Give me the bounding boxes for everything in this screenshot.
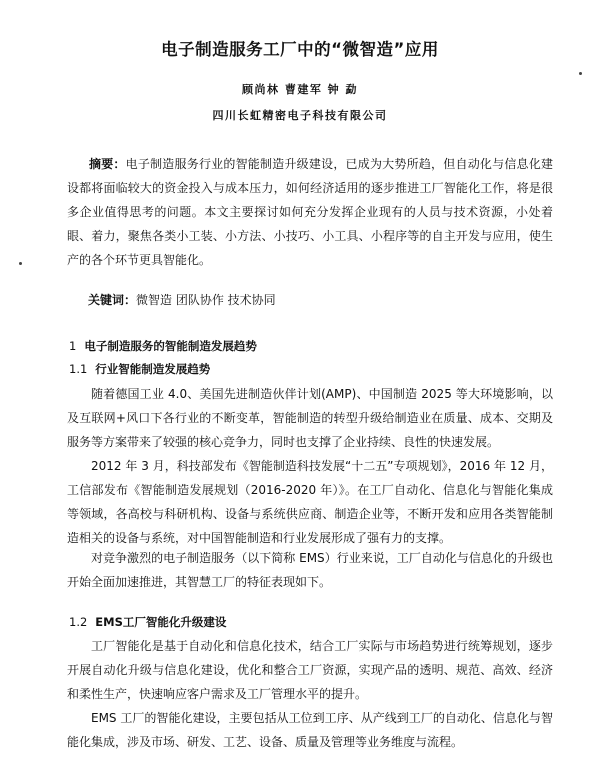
abstract	[67, 152, 553, 272]
paragraph-3: 对竞争激烈的电子制造服务（以下简称 EMS）行业来说，工厂自动化与信息化的升级也开始全面加速推进，其智慧工厂的特征表现如下。	[67, 551, 553, 589]
paragraph-5: EMS 工厂的智能化建设，主要包括从工位到工序、从产线到工厂的自动化、信息化与智能化集成，涉及市场、研发、工艺、设备、质量及管理等业务维度与流程。	[67, 711, 553, 749]
paragraph-4: 工厂智能化是基于自动化和信息化技术，结合工厂实际与市场趋势进行统筹规划，逐步开展自动化升级与信息化建设，优化和整合工厂资源，实现产品的透明、规范、高效、经济和柔性生产，快速响应客户需求及工厂管理水平的提升。	[67, 639, 553, 701]
keywords-label: 关键词：	[88, 293, 137, 307]
section-1-2-heading	[69, 614, 226, 630]
section-title: 电子制造服务的智能制造发展趋势	[84, 339, 257, 353]
keywords	[88, 291, 548, 309]
abstract-label: 摘要：	[89, 157, 126, 171]
section-title: 行业智能制造发展趋势	[95, 362, 211, 376]
abstract-text: 电子制造服务行业的智能制造升级建设，已成为大势所趋，但自动化与信息化建设都将面临较大的资金投入与成本压力，如何经济适用的逐步推进工厂智能化工作，将是很多企业值得思考的问题。本文主要探讨如何充分发挥企业现有的人员与技术资源，小处着眼、着力，聚焦各类小工装、小方法、小技巧、小工具、小程序等的自主开发与应用，使生产的各个环节更具智能化。	[67, 157, 553, 267]
scan-speck	[579, 72, 582, 75]
paper-title: 电子制造服务工厂中的“微智造”应用	[161, 40, 439, 59]
scan-speck	[19, 262, 22, 265]
section-number: 1.2	[69, 615, 88, 629]
section-number: 1.1	[69, 362, 88, 376]
keywords-text: 微智造 团队协作 技术协同	[136, 293, 276, 307]
paragraph-1: 随着德国工业 4.0、美国先进制造伙伴计划(AMP)、中国制造 2025 等大环境影响，以及互联网+风口下各行业的不断变革，智能制造的转型升级给制造业在质量、成本、交期及服务等方案带来了较强的核心竞争力，同时也支撑了企业持续、良性的快速发展。	[67, 387, 553, 449]
section-1-1-heading	[69, 361, 210, 377]
paragraph-2: 2012 年 3 月，科技部发布《智能制造科技发展“十二五”专项规划》，2016 年 12 月，工信部发布《智能制造发展规划（2016-2020 年）》。在工厂自动化、信息化与智能化集成等领域，各高校与科研机构、设备与系统供应商、制造企业等，不断开发和应用各类智能制造相关的设备与系统，对中国智能制造和行业发展形成了强有力的支撑。	[67, 459, 553, 545]
section-number: 1	[69, 339, 77, 353]
authors: 顾尚林 曹建军 钟 勐	[242, 83, 358, 96]
section-title: EMS工厂智能化升级建设	[95, 615, 227, 629]
section-1-heading	[69, 338, 257, 354]
affiliation: 四川长虹精密电子科技有限公司	[212, 109, 388, 122]
